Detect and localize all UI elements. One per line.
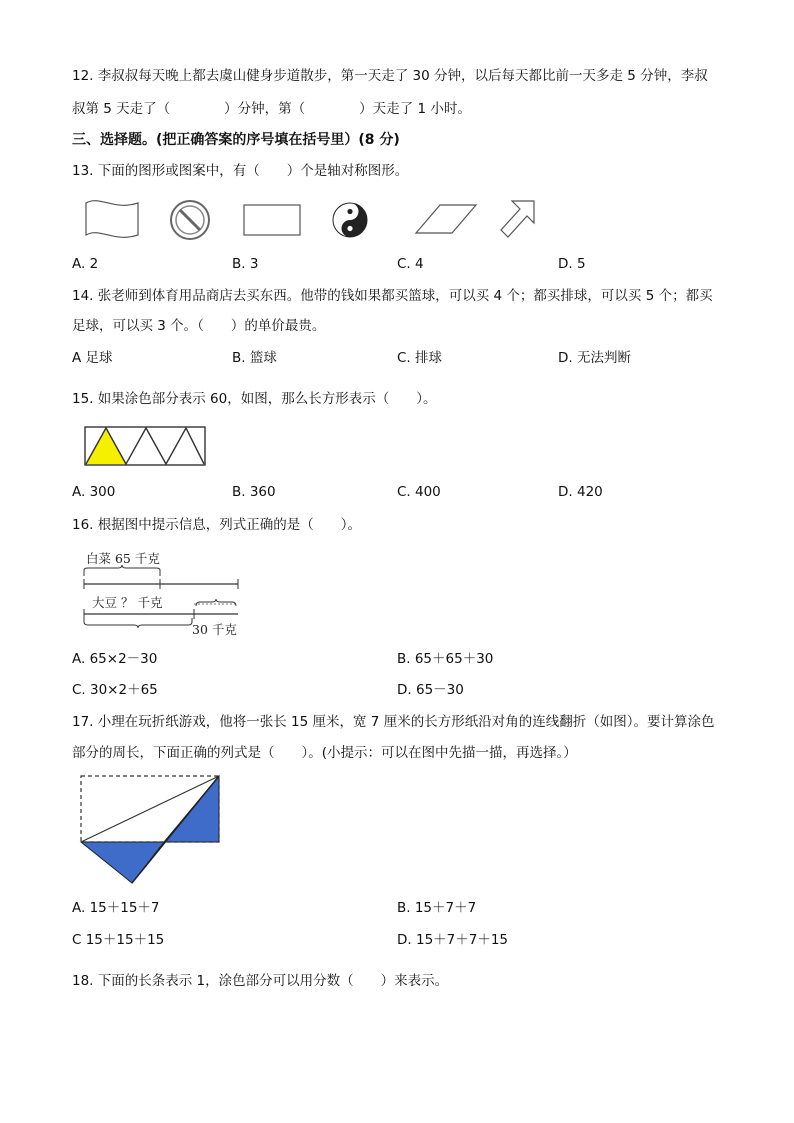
q16-option-c[interactable]: C. 30×2＋65 <box>72 682 158 698</box>
q14-line1: 14. 张老师到体育用品商店去买东西。他带的钱如果都买篮球，可以买 4 个；都买排球，可以买 5 个；都买 <box>72 288 713 304</box>
q15-option-b[interactable]: B. 360 <box>232 484 276 500</box>
q17-line1: 17. 小理在玩折纸游戏，他将一张长 15 厘米，宽 7 厘米的长方形纸沿对角的连线翻折（如图）。要计算涂色 <box>72 714 715 730</box>
q14-option-d[interactable]: D. 无法判断 <box>558 350 631 366</box>
q15-stem: 15. 如果涂色部分表示 60，如图，那么长方形表示（ ）。 <box>72 391 437 407</box>
q15-option-a[interactable]: A. 300 <box>72 484 116 500</box>
q17-line2: 部分的周长，下面正确的列式是（ ）。(小提示：可以在图中先描一描，再选择。） <box>72 745 577 761</box>
q13-option-c[interactable]: C. 4 <box>397 256 424 272</box>
q16-option-b[interactable]: B. 65＋65＋30 <box>397 651 494 667</box>
yin-yang-icon <box>333 203 367 237</box>
q17-folded-paper-figure <box>76 772 224 888</box>
arrow-icon <box>501 201 534 237</box>
q12-line1: 12. 李叔叔每天晚上都去虞山健身步道散步，第一天走了 30 分钟，以后每天都比前一天多走 5 分钟，李叔 <box>72 68 708 84</box>
label-soybean: 大豆 ？ 千克 <box>92 595 163 610</box>
q15-option-d[interactable]: D. 420 <box>558 484 603 500</box>
q16-option-a[interactable]: A. 65×2－30 <box>72 651 158 667</box>
q14-option-a[interactable]: A 足球 <box>72 350 113 366</box>
q18-stem: 18. 下面的长条表示 1，涂色部分可以用分数（ ）来表示。 <box>72 973 449 989</box>
q16-bar-diagram <box>82 548 242 640</box>
q15-rectangle-figure <box>84 426 206 466</box>
q13-option-b[interactable]: B. 3 <box>232 256 259 272</box>
wavy-flag-icon <box>86 201 138 238</box>
label-cabbage: 白菜 65 千克 <box>86 551 160 566</box>
q14-option-b[interactable]: B. 篮球 <box>232 350 277 366</box>
shaded-triangle <box>86 428 126 464</box>
q15-option-c[interactable]: C. 400 <box>397 484 441 500</box>
q13-option-a[interactable]: A. 2 <box>72 256 99 272</box>
no-sign-icon <box>171 201 209 239</box>
q17-option-c[interactable]: C 15＋15＋15 <box>72 932 165 948</box>
q13-option-d[interactable]: D. 5 <box>558 256 586 272</box>
parallelogram-icon <box>416 205 476 233</box>
q12-line2: 叔第 5 天走了（ ）分钟，第（ ）天走了 1 小时。 <box>72 101 471 117</box>
q14-option-c[interactable]: C. 排球 <box>397 350 443 366</box>
q14-line2: 足球，可以买 3 个。（ ）的单价最贵。 <box>72 318 326 334</box>
q17-option-a[interactable]: A. 15＋15＋7 <box>72 900 160 916</box>
q13-shapes <box>80 195 550 247</box>
section-title: 三、选择题。(把正确答案的序号填在括号里）(8 分) <box>72 132 400 148</box>
q17-option-b[interactable]: B. 15＋7＋7 <box>397 900 477 916</box>
rectangle-icon <box>244 205 300 235</box>
q16-option-d[interactable]: D. 65－30 <box>397 682 464 698</box>
label-30kg: 30 千克 <box>192 622 237 637</box>
q17-option-d[interactable]: D. 15＋7＋7＋15 <box>397 932 509 948</box>
q16-stem: 16. 根据图中提示信息，列式正确的是（ ）。 <box>72 517 362 533</box>
shaded-region-bottom <box>81 842 164 883</box>
q13-stem: 13. 下面的图形或图案中，有（ ）个是轴对称图形。 <box>72 163 409 179</box>
